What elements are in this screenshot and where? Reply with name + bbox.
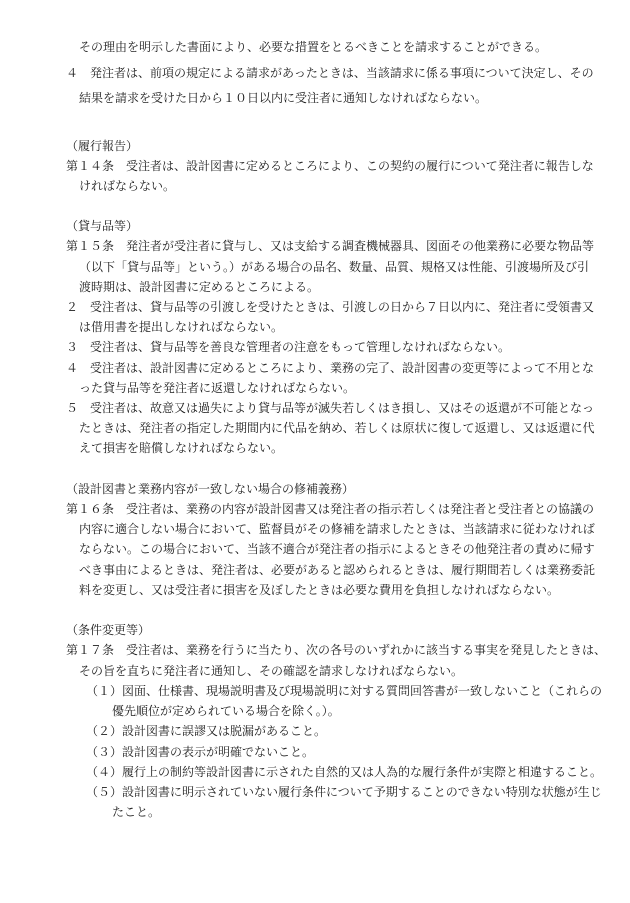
text-line: ２ 受注者は、貸与品等の引渡しを受けたときは、引渡しの日から７日以内に、発注者に受領書又 <box>66 300 595 314</box>
text-line: 第１６条 受注者は、業務の内容が設計図書又は発注者の指示若しくは発注者と受注者との協議の <box>66 502 595 516</box>
text-line: （２）設計図書に誤謬又は脱漏があること。 <box>86 724 327 738</box>
text-line: ５ 受注者は、故意又は過失により貸与品等が滅失若しくはき損し、又はその返還が不可能となっ <box>66 401 595 415</box>
text-line: 料を変更し、又は受注者に損害を及ぼしたときは必要な費用を負担しなければならない。 <box>79 583 560 597</box>
text-line: （以下「貸与品等」という。）がある場合の品名、数量、品質、規格又は性能、引渡場所及び引 <box>79 260 590 274</box>
text-line: （５）設計図書に明示されていない履行条件について予期することのできない特別な状態が生じ <box>86 785 602 799</box>
text-line: 結果を請求を受けた日から１０日以内に受注者に通知しなければならない。 <box>79 91 488 105</box>
text-line: 第１７条 受注者は、業務を行うに当たり、次の各号のいずれかに該当する事実を発見したときは、 <box>66 643 607 657</box>
text-line: たときは、発注者の指定した期間内に代品を納め、若しくは原状に復して返還し、又は返還に代 <box>79 421 595 435</box>
text-line: べき事由によるときは、発注者は、必要があると認められるときは、履行期間若しくは業務委託 <box>79 563 596 577</box>
text-line: えて損害を賠償しなければならない。 <box>79 441 284 455</box>
text-line: その旨を直ちに発注者に通知し、その確認を請求しなければならない。 <box>79 664 464 678</box>
text-line: ４ 受注者は、設計図書に定めるところにより、業務の完了、設計図書の変更等によって不用とな <box>66 361 595 375</box>
text-line: （１）図面、仕様書、現場説明書及び現場説明に対する質問回答書が一致しないこと（これらの <box>86 684 603 698</box>
section-heading: （貸与品等） <box>66 219 139 233</box>
text-line: その理由を明示した書面により、必要な措置をとるべきことを請求することができる。 <box>79 40 548 54</box>
text-line: ならない。この場合において、当該不適合が発注者の指示によるときその他発注者の責めに帰す <box>79 542 595 556</box>
section-heading: （条件変更等） <box>66 623 151 637</box>
text-line: ３ 受注者は、貸与品等を善良な管理者の注意をもって管理しなければならない。 <box>66 340 511 354</box>
text-line: たこと。 <box>112 805 161 819</box>
section-heading: （履行報告） <box>66 139 139 153</box>
text-line: 第１５条 発注者が受注者に貸与し、又は支給する調査機械器具、図面その他業務に必要な物品等 <box>66 239 595 253</box>
text-line: 第１４条 受注者は、設計図書に定めるところにより、この契約の履行について発注者に報告しな <box>66 159 594 173</box>
text-line: は借用書を提出しなければならない。 <box>79 320 284 334</box>
text-line: 内容に適合しない場合において、監督員がその修補を請求したときは、当該請求に従わなければ <box>79 522 595 536</box>
text-line: ４ 発注者は、前項の規定による請求があったときは、当該請求に係る事項について決定し、その <box>66 66 594 80</box>
text-line: （４）履行上の制約等設計図書に示された自然的又は人為的な履行条件が実際と相違すること。 <box>86 765 603 779</box>
text-line: 優先順位が定められている場合を除く。）。 <box>112 704 340 718</box>
text-line: ければならない。 <box>79 179 176 193</box>
text-line: った貸与品等を発注者に返還しなければならない。 <box>79 381 356 395</box>
text-line: （３）設計図書の表示が明確でないこと。 <box>86 745 315 759</box>
section-heading: （設計図書と業務内容が一致しない場合の修補義務） <box>66 482 355 496</box>
text-line: 渡時期は、設計図書に定めるところによる。 <box>79 280 320 294</box>
